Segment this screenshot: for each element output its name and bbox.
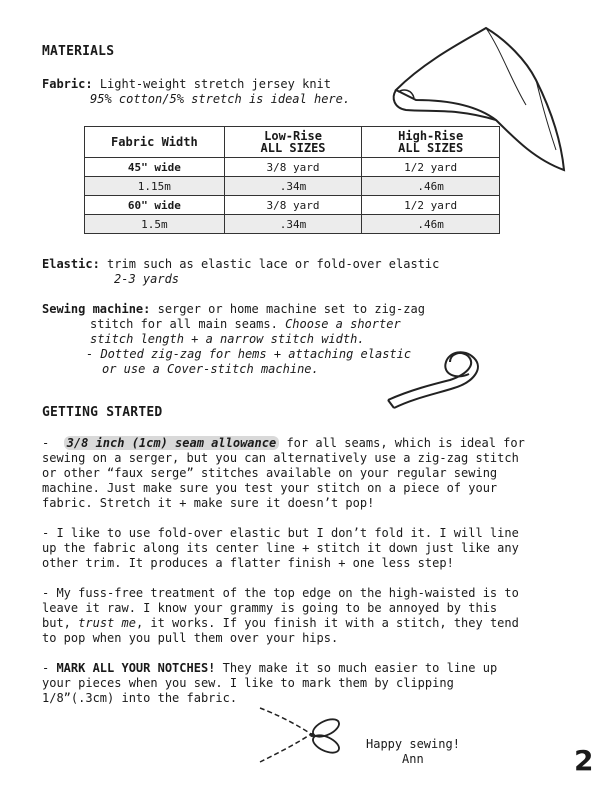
sewing-note3: - Dotted zig-zag for hems + attaching elastic bbox=[86, 347, 412, 361]
elastic-line bbox=[42, 257, 439, 272]
p2-line-3: other trim. It produces a flatter finish + one less step! bbox=[42, 556, 454, 570]
sewing-text2: stitch for all main seams. bbox=[90, 317, 278, 331]
p4-line-1: - MARK ALL YOUR NOTCHES! They make it so much easier to line up bbox=[42, 661, 498, 675]
p2-line-1: - I like to use fold-over elastic but I don’t fold it. I will line bbox=[42, 526, 519, 540]
table-cell: .34m bbox=[224, 177, 362, 196]
sewing-note4: or use a Cover-stitch machine. bbox=[102, 362, 319, 376]
p1-text-1: for all seams, which is ideal for bbox=[286, 436, 525, 450]
header-high-rise-sub: ALL SIZES bbox=[398, 141, 464, 155]
elastic-ribbon-illustration bbox=[384, 338, 492, 416]
sewing-line bbox=[42, 302, 425, 317]
p3-text-c: , it works. If you finish it with a stitch, they tend bbox=[135, 616, 519, 630]
trust-me-text: trust me bbox=[78, 616, 136, 630]
header-low-rise-label: Low-Rise bbox=[264, 129, 322, 143]
table-cell: .46m bbox=[362, 177, 500, 196]
p4-text-1: They make it so much easier to line up bbox=[222, 661, 498, 675]
table-cell: 60" wide bbox=[85, 196, 225, 215]
fabric-requirements-table bbox=[84, 126, 500, 234]
table-cell: 3/8 yard bbox=[224, 158, 362, 177]
fabric-line bbox=[42, 77, 331, 92]
table-row bbox=[85, 158, 500, 177]
p1-line-2: sewing on a serger, but you can alternatively use a zig-zag stitch bbox=[42, 451, 519, 465]
table-cell: 3/8 yard bbox=[224, 196, 362, 215]
table-row bbox=[85, 177, 500, 196]
fabric-text: Light-weight stretch jersey knit bbox=[99, 77, 331, 91]
table-cell: .46m bbox=[362, 215, 500, 234]
p3-line-3 bbox=[42, 616, 519, 631]
p3-line-1: - My fuss-free treatment of the top edge on the high-waisted is to bbox=[42, 586, 519, 600]
sewing-note1: Choose a shorter bbox=[285, 317, 401, 331]
page-number: 2 bbox=[574, 744, 594, 777]
table-cell: 45" wide bbox=[85, 158, 225, 177]
p4-line-3: 1/8”(.3cm) into the fabric. bbox=[42, 691, 238, 705]
p3-text-a: but, bbox=[42, 616, 71, 630]
header-high-rise bbox=[362, 127, 500, 158]
notches-bold: MARK ALL YOUR NOTCHES! bbox=[56, 661, 216, 675]
sewing-text1: serger or home machine set to zig-zag bbox=[157, 302, 425, 316]
getting-started-heading: GETTING STARTED bbox=[42, 405, 163, 420]
header-low-rise-sub: ALL SIZES bbox=[260, 141, 326, 155]
signoff-line-1: Happy sewing! bbox=[366, 737, 460, 751]
p1-line-5: fabric. Stretch it + make sure it doesn’t pop! bbox=[42, 496, 375, 510]
fabric-label: Fabric: bbox=[42, 77, 93, 91]
p3-line-2: leave it raw. I know your grammy is going to be annoyed by this bbox=[42, 601, 498, 615]
seam-allowance-highlight: 3/8 inch (1cm) seam allowance bbox=[64, 436, 280, 450]
p1-line-4: machine. Just make sure you test your stitch on a piece of your bbox=[42, 481, 498, 495]
table-cell: 1.5m bbox=[85, 215, 225, 234]
table-row bbox=[85, 196, 500, 215]
header-low-rise bbox=[224, 127, 362, 158]
p1-line-3: or other “faux serge” stitches available on your regular sewing bbox=[42, 466, 498, 480]
materials-heading: MATERIALS bbox=[42, 44, 115, 59]
elastic-text: trim such as elastic lace or fold-over elastic bbox=[107, 257, 440, 271]
p4-line-2: your pieces when you sew. I like to mark them by clipping bbox=[42, 676, 454, 690]
header-high-rise-label: High-Rise bbox=[398, 129, 464, 143]
sewing-line-2 bbox=[90, 317, 401, 332]
fabric-note: 95% cotton/5% stretch is ideal here. bbox=[90, 92, 351, 106]
p2-line-2: up the fabric along its center line + stitch it down just like any bbox=[42, 541, 519, 555]
scissors-illustration bbox=[256, 700, 356, 770]
elastic-label: Elastic: bbox=[42, 257, 100, 271]
table-cell: 1/2 yard bbox=[362, 196, 500, 215]
p1-line-1: - 3/8 inch (1cm) seam allowance for all seams, which is ideal for bbox=[42, 436, 525, 450]
signoff-signature: Ann bbox=[402, 752, 424, 766]
table-cell: 1/2 yard bbox=[362, 158, 500, 177]
sewing-note2: stitch length + a narrow stitch width. bbox=[90, 332, 365, 346]
table-cell: 1.15m bbox=[85, 177, 225, 196]
table-header-row bbox=[85, 127, 500, 158]
table-row bbox=[85, 215, 500, 234]
sewing-label: Sewing machine: bbox=[42, 302, 151, 316]
header-fabric-width: Fabric Width bbox=[85, 127, 225, 158]
elastic-note: 2-3 yards bbox=[114, 272, 180, 286]
p3-line-4: to pop when you pull them over your hips. bbox=[42, 631, 339, 645]
table-cell: .34m bbox=[224, 215, 362, 234]
